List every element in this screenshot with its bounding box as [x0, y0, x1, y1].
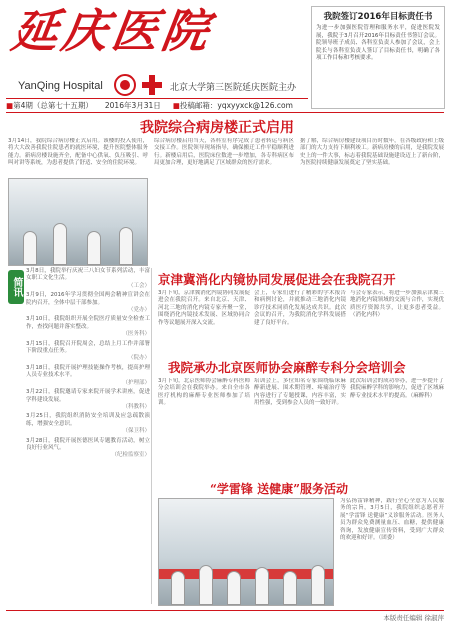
- story1-col-a: 3月14日，我院综合病房楼正式启用。该楼的投入使用，将大大改善我院住院患者的就医环境，提升医院整体服务能力。新病房楼设施齐全，配备中心供氧、负压吸引、呼叫对讲等系统，为患者提供了舒适、安全的住院环境。: [8, 138, 148, 167]
- email-address: yqxyyxck@126.com: [217, 101, 293, 110]
- sidebar-body: 为进一步加强医院管理和服务水平，促进医院发展，我院于3月召开2016年目标责任书签订会议。院领导班子成员、各科室负责人参加了会议，会上院长与各科室负责人签订了目标责任书，明确了各项工作目标和考核要求。: [316, 25, 440, 61]
- footer-editor: 本版责任编辑 徐淑萍: [6, 610, 444, 622]
- issue-bar: ■第4期（总第七十五期） 2016年3月31日 ■投稿邮箱：yqxyyxck@126.com: [6, 98, 308, 110]
- story2-headline: 京津冀消化内镜协同发展促进会在我院召开: [158, 272, 396, 287]
- divider: [6, 112, 444, 113]
- email-label: 投稿邮箱：: [179, 101, 218, 110]
- news-item: 3月9日，2016年学习贯彻全国两会精神宣讲会在院内召开，全体中层干部参加。 （党办）: [26, 292, 150, 314]
- story2-col-b: 会上，专家们进行了精彩的学术报告和病例讨论，并就推动三地消化内镜诊疗技术同质化发展达成共识。此次会议的召开，为我院消化学科发展搭建了良好平台。: [254, 290, 346, 326]
- sidebar-box: [311, 6, 445, 109]
- logo-english: YanQing Hospital: [18, 80, 103, 92]
- news-item: 3月8日，我院举行庆祝三八妇女节系列活动，丰富女职工文化生活。 （工会）: [26, 268, 150, 289]
- story3-headline: 我院承办北京医师协会麻醉专科分会培训会: [168, 360, 406, 375]
- story4-headline: “学雷锋 送健康”服务活动: [210, 482, 348, 496]
- story2-col-a: 3月下旬，京津冀消化内镜协同发展促进会在我院召开。来自北京、天津、河北三地的消化内镜专家齐聚一堂，围绕消化内镜技术发展、区域协同合作等议题展开深入交流。: [158, 290, 250, 326]
- hospital-emblem-icon: [114, 74, 136, 96]
- story1-col-c: 据了解，综合病房楼建设项目历时数年，在各级政府和上级部门的大力支持下顺利竣工。新病房楼的启用，是我院发展史上的一件大事，标志着我院基础设施建设迈上了新台阶，为医院持续健康发展奠定了坚实基础。: [300, 138, 444, 167]
- news-item: 3月15日，我院召开院周会，总结上月工作并部署下阶段重点任务。 （院办）: [26, 340, 150, 362]
- story4-body: 为弘扬雷锋精神，践行全心全意为人民服务的宗旨，3月5日，我院组织志愿者开展“学雷锋 送健康”义诊服务活动。医务人员为群众免费测量血压、血糖，提供健康咨询，发放健康宣传资料，受到广大群众的欢迎和好评。（团委）: [340, 498, 444, 542]
- story1-headline: 我院综合病房楼正式启用: [140, 120, 294, 136]
- news-item: 3月25日，我院组织消防安全培训及应急疏散演练，增强安全意识。 （保卫科）: [26, 413, 150, 435]
- sidebar-title: 我院签订2016年目标责任书: [323, 12, 433, 22]
- column-divider: [151, 268, 152, 604]
- masthead-logo: 延庆医院: [8, 4, 216, 58]
- news-item: 3月22日，我院邀请专家来院开展学术讲座，促进学科建设发展。 （科教科）: [26, 389, 150, 410]
- news-item: 3月10日，我院组织开展全院医疗质量安全检查工作，查找问题并落实整改。 （医务科）: [26, 316, 150, 338]
- news-badge: 简讯: [8, 270, 24, 304]
- news-item: 3月28日，我院开展医德医风专题教育活动，树立良好行业风气。 （纪检监察室）: [26, 437, 150, 459]
- sponsor-line: 北京大学第三医院延庆医院主办: [170, 83, 297, 93]
- story1-col-b: 综合病房楼启用当天，各科室有序完成了患者转运与病区交接工作。医院领导现场指导，确保搬迁工作平稳顺利进行。新楼启用后，医院床位数进一步增加，各专科病区布局更加合理，更好地满足了区域群众的医疗需求。: [154, 138, 294, 167]
- story1-photo: [8, 178, 148, 266]
- story3-col-b: 培训会上，多位知名专家围绕临床麻醉新进展、围术期管理、疼痛治疗等内容进行了专题授课，内容丰富，实用性强，受到参会人员的一致好评。: [254, 378, 346, 407]
- story4-photo: [158, 498, 334, 606]
- issue-number: 第4期（总第七十五期）: [13, 101, 93, 110]
- story3-col-c: 此次培训会的成功举办，进一步提升了我院麻醉学科的影响力，促进了区域麻醉专业技术水平的提高。（麻醉科）: [350, 378, 444, 399]
- issue-date: 2016年3月31日: [104, 101, 161, 110]
- red-cross-icon: [142, 74, 162, 96]
- news-item: 3月18日，我院开展护理技能操作考核，提高护理人员专业技术水平。 （护理部）: [26, 364, 150, 386]
- news-brief-column: [26, 268, 150, 604]
- story2-col-c: 与会专家表示，将进一步加强京津冀三地消化内镜领域的交流与合作，实现优质医疗资源共享，让更多患者受益。（消化内科）: [350, 290, 444, 319]
- story3-col-a: 3月下旬，北京医师协会麻醉专科医师分会培训会在我院举办。来自全市各医疗机构的麻醉专业医师参加了培训。: [158, 378, 250, 407]
